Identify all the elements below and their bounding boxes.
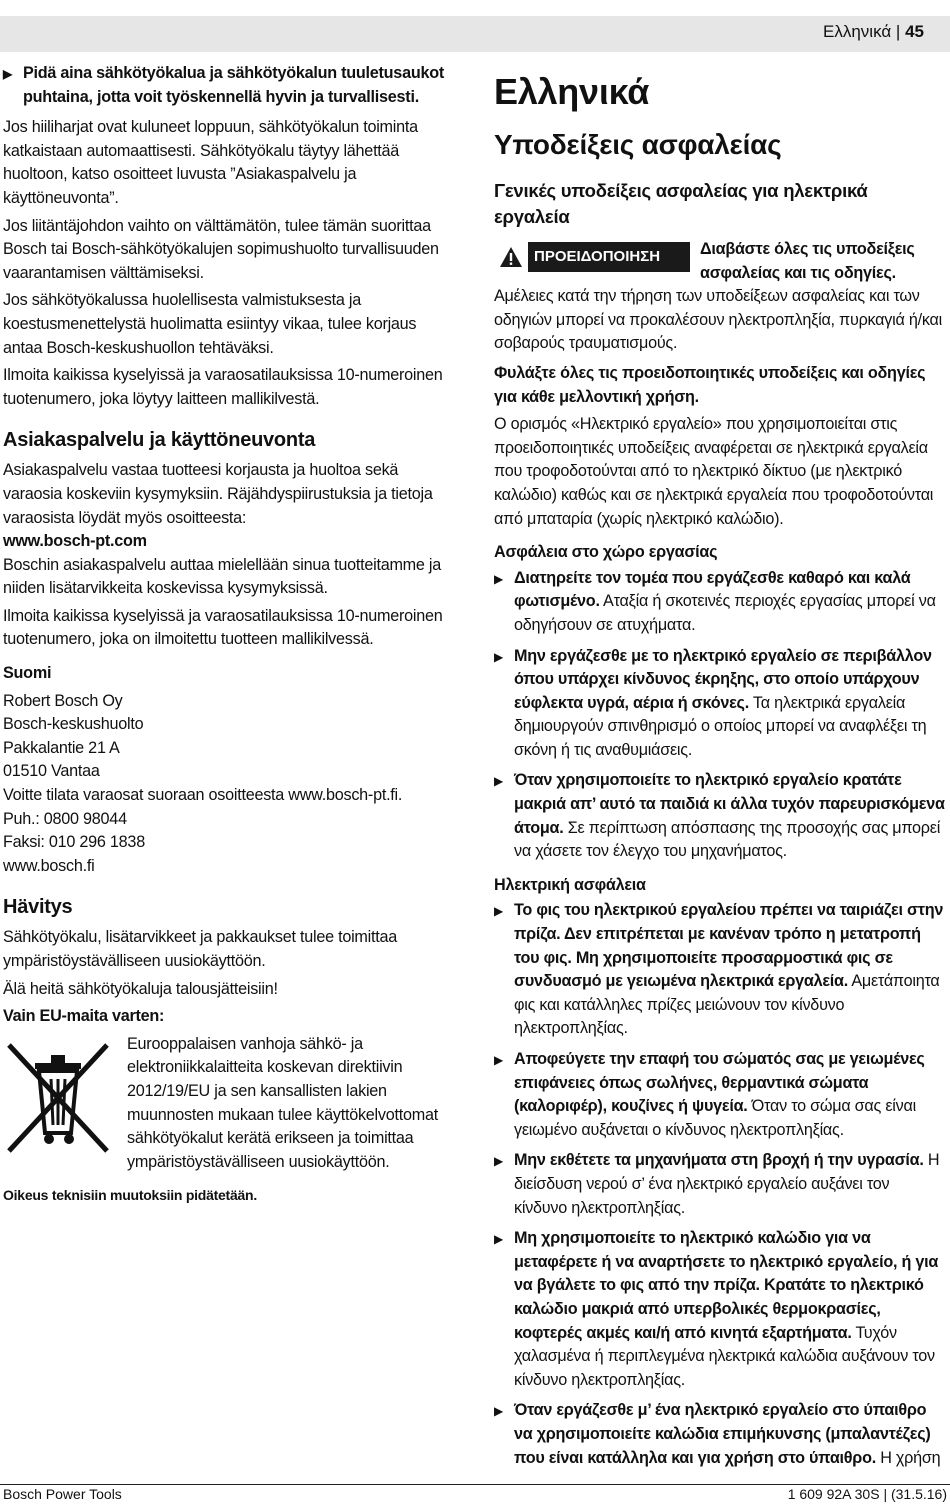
heading-general-safety: Γενικές υποδείξεις ασφαλείας για ηλεκτρικά εργαλεία — [494, 180, 868, 227]
address-line: Bosch-keskushuolto — [3, 715, 144, 734]
bullet-elec-3 — [494, 1149, 946, 1220]
bullet-elec-4 — [494, 1227, 946, 1392]
header-language: Ελληνικά — [823, 22, 892, 41]
paragraph-repair: Jos sähkötyökalussa huolellisesta valmistuksesta ja koestusmenettelystä huolimatta esiintyy vikaa, tulee korjaus antaa Bosch-keskushuollon tehtäväksi. — [3, 291, 417, 357]
heading-electrical: Ηλεκτρική ασφάλεια — [494, 875, 646, 894]
footer-rule — [0, 1484, 950, 1485]
service-url[interactable]: www.bosch-pt.com — [3, 532, 147, 551]
address-line: Puh.: 0800 98044 — [3, 809, 127, 828]
bullet-text: Η χρήση — [875, 1448, 941, 1467]
right-column — [494, 68, 946, 1477]
warning-badge — [494, 242, 690, 272]
bullet-bold: Αποφεύγετε την επαφή του σώματός σας με γειωμένες επιφάνειες όπως σωλήνες, θερμαντικά σώματα (καλοριφέρ), κουζίνες ή ψυγεία. — [514, 1050, 925, 1116]
weee-crossed-bin-icon — [3, 1037, 113, 1157]
paragraph-brushes: Jos hiiliharjat ovat kuluneet loppuun, sähkötyökalun toiminta katkaistaan automaattisesti. Sähkötyökalu täytyy lähettää huoltoon, katso osoitteet luvusta ”Asiakaspalvelu ja käyttöneuvonta”. — [3, 118, 418, 207]
heading-eu-only: Vain EU-maita varten: — [3, 1007, 165, 1026]
paragraph-part-number-2: Ilmoita kaikissa kyselyissä ja varaosatilauksissa 10-numeroinen tuotenumero, joka on ilmoitettu tuotteen mallikilvessä. — [3, 606, 443, 649]
bullet-bold: Το φις του ηλεκτρικού εργαλείου πρέπει να ταιριάζει στην πρίζα. Δεν επιτρέπεται με κανέναν τρόπο η μετατροπή του φις. Μη χρησιμοποιείτε προσαρμοστικά φις σε συνδυασμό με γειωμένα ηλεκτρικά εργαλεία. — [514, 901, 944, 991]
header-bar — [0, 16, 950, 52]
heading-service: Asiakaspalvelu ja käyttöneuvonta — [3, 429, 316, 452]
paragraph-cord-replacement: Jos liitäntäjohdon vaihto on välttämätön, tulee tämän suorittaa Bosch tai Bosch-sähkötyökalujen sopimushuolto turvallisuuden vaarantamisen välttämiseksi. — [3, 216, 439, 282]
left-column — [3, 62, 455, 1208]
bullet-bold: Διατηρείτε τον τομέα που εργάζεσθε καθαρό και καλά φωτισμένο. — [514, 568, 911, 611]
bullet-bold: Μη χρησιμοποιείτε το ηλεκτρικό καλώδιο για να μεταφέρετε ή να αναρτήσετε το ηλεκτρικό εργαλείο, ή για να βγάλετε το φις από την πρίζα. Κρατάτε το ηλεκτρικό καλώδιο μακριά από υπερβολικές θερμοκρασίες, κοφτερές ακμές και/ή από κινητά εξαρτήματα. — [514, 1229, 939, 1342]
paragraph-disposal: Sähkötyökalu, lisätarvikkeet ja pakkaukset tulee toimittaa ympäristöystävälliseen uusiokäyttöön. — [3, 928, 397, 970]
address-block — [3, 690, 455, 879]
definition-paragraph: Ο ορισμός «Ηλεκτρικό εργαλείο» που χρησιμοποιείται στις προειδοποιητικές υποδείξεις αναφέρεται σε ηλεκτρικά εργαλεία που τροφοδοτούνται από το ηλεκτρικό δίκτυο (με ηλεκτρικό καλώδιο) καθώς και σε ηλεκτρικά εργαλεία που τροφοδοτούνται από μπαταρία (χωρίς ηλεκτρικό καλώδιο). — [494, 415, 934, 528]
address-line: 01510 Vantaa — [3, 762, 100, 781]
paragraph-no-household: Älä heitä sähkötyökaluja talousjätteisiin! — [3, 979, 278, 998]
bullet-text: Αμετάποιητα φις και κατάλληλες πρίζες μειώνουν τον κίνδυνο ηλεκτροπληξίας. — [514, 972, 940, 1038]
address-line: Faksi: 010 296 1838 — [3, 833, 145, 852]
keep-instructions: Φυλάξτε όλες τις προειδοποιητικές υποδείξεις και οδηγίες για κάθε μελλοντική χρήση. — [494, 363, 926, 406]
heading-safety: Υποδείξεις ασφαλείας — [494, 129, 782, 160]
address-line: Robert Bosch Oy — [3, 691, 123, 710]
warning-label: ΠΡΟΕΙΔΟΠΟΙΗΣΗ — [534, 248, 661, 266]
warning-block — [494, 238, 946, 356]
warning-bold: Διαβάστε όλες τις υποδείξεις ασφαλείας και τις οδηγίες. — [700, 240, 915, 282]
bullet-bold: Όταν χρησιμοποιείτε το ηλεκτρικό εργαλείο κρατάτε μακριά απ’ αυτό τα παιδιά κι άλλα τυχόν παρευρισκόμενα άτομα. — [514, 771, 945, 837]
bullet-bold: Μην εκθέτετε τα μηχανήματα στη βροχή ή την υγρασία. — [514, 1151, 924, 1170]
bullet-text: Η διείσδυση νερού σ’ ένα ηλεκτρικό εργαλείο αυξάνει τον κίνδυνο ηλεκτροπληξίας. — [514, 1151, 940, 1217]
warning-triangle-icon — [494, 242, 528, 272]
footer-brand: Bosch Power Tools — [3, 1486, 122, 1502]
bullet-work-1 — [494, 567, 946, 638]
bullet-bold: Όταν εργάζεσθε μ’ ένα ηλεκτρικό εργαλείο στο ύπαιθρο να χρησιμοποιείτε καλώδια επιμήκυνσης (μπαλαντέζες) που είναι κατάλληλα και για χρήση στο ύπαιθρο. — [514, 1401, 931, 1467]
page-header: Ελληνικά | 45 — [823, 22, 924, 41]
bullet-text: Αταξία ή σκοτεινές περιοχές εργασίας μπορεί να οδηγήσουν σε ατυχήματα. — [514, 592, 936, 634]
footer-doc-number: 1 609 92A 30S | (31.5.16) — [787, 1486, 947, 1502]
heading-country: Suomi — [3, 664, 52, 683]
bullet-text: Τα ηλεκτρικά εργαλεία δημιουργούν σπινθηρισμό ο οποίος μπορεί να αναφλέξει τη σκόνη ή τις αναθυμιάσεις. — [514, 693, 927, 759]
warning-text: Αμέλειες κατά την τήρηση των υποδείξεων ασφαλείας και των οδηγιών μπορεί να προκαλέσουν ηλεκτροπληξία, πυρκαγιά ή/και σοβαρούς τραυματισμούς. — [494, 287, 942, 353]
page-number: 45 — [905, 22, 924, 41]
paragraph-service: Asiakaspalvelu vastaa tuotteesi korjausta ja huoltoa sekä varaosia koskeviin kysymyksiin. Räjähdyspiirustuksia ja tietoja varaosista löydät myös osoitteesta: — [3, 461, 433, 527]
bullet-text: Όταν το σώμα σας είναι γειωμένο αυξάνεται ο κίνδυνος ηλεκτροπληξίας. — [514, 1097, 916, 1139]
heading-disposal: Hävitys — [3, 896, 73, 919]
address-line[interactable]: www.bosch.fi — [3, 856, 95, 875]
rights-reserved: Oikeus teknisiin muutoksiin pidätetään. — [3, 1187, 257, 1204]
bullet-bold: Μην εργάζεσθε με το ηλεκτρικό εργαλείο σε περιβάλλον όπου υπάρχει κίνδυνος έκρηξης, στο οποίο υπάρχουν εύφλεκτα υγρά, αέρια ή σκόνες. — [514, 646, 932, 712]
bullet-text: Τυχόν χαλασμένα ή περιπλεγμένα ηλεκτρικά καλώδια αυξάνουν τον κίνδυνο ηλεκτροπληξίας. — [514, 1323, 935, 1389]
bullet-work-2 — [494, 645, 946, 763]
language-title: Ελληνικά — [494, 71, 650, 112]
bullet-elec-1 — [494, 899, 946, 1041]
bullet-elec-5 — [494, 1399, 946, 1470]
paragraph-part-number: Ilmoita kaikissa kyselyissä ja varaosatilauksissa 10-numeroinen tuotenumero, joka löytyy laitteen mallikilvestä. — [3, 366, 443, 408]
address-line: Voitte tilata varaosat suoraan osoitteesta www.bosch-pt.fi. — [3, 786, 403, 805]
paragraph-service-help: Boschin asiakaspalvelu auttaa mielellään sinua tuotteitamme ja niiden lisätarvikkeita koskevissa kysymyksissä. — [3, 555, 442, 598]
address-line: Pakkalantie 21 A — [3, 738, 120, 757]
heading-work-area: Ασφάλεια στο χώρο εργασίας — [494, 543, 718, 562]
paragraph-weee: Eurooppalaisen vanhoja sähkö- ja elektroniikkalaitteita koskevan direktiivin 2012/19/EU ja sen kansallisten lakien muunnosten mukaan tulee käyttökelvottomat sähkötyökalut kerätä erikseen ja toimittaa ympäristöystävälliseen uusiokäyttöön. — [127, 1034, 438, 1171]
bullet-ventilation: ▶ Pidä aina sähkötyökalua ja sähkötyökalun tuuletusaukot puhtaina, jotta voit työskennellä hyvin ja turvallisesti. — [3, 62, 455, 109]
bullet-work-3 — [494, 769, 946, 863]
bullet-elec-2 — [494, 1048, 946, 1142]
bullet-text: Σε περίπτωση απόσπασης της προσοχής σας μπορεί να χάσετε τον έλεγχο του μηχανήματος. — [514, 818, 941, 861]
